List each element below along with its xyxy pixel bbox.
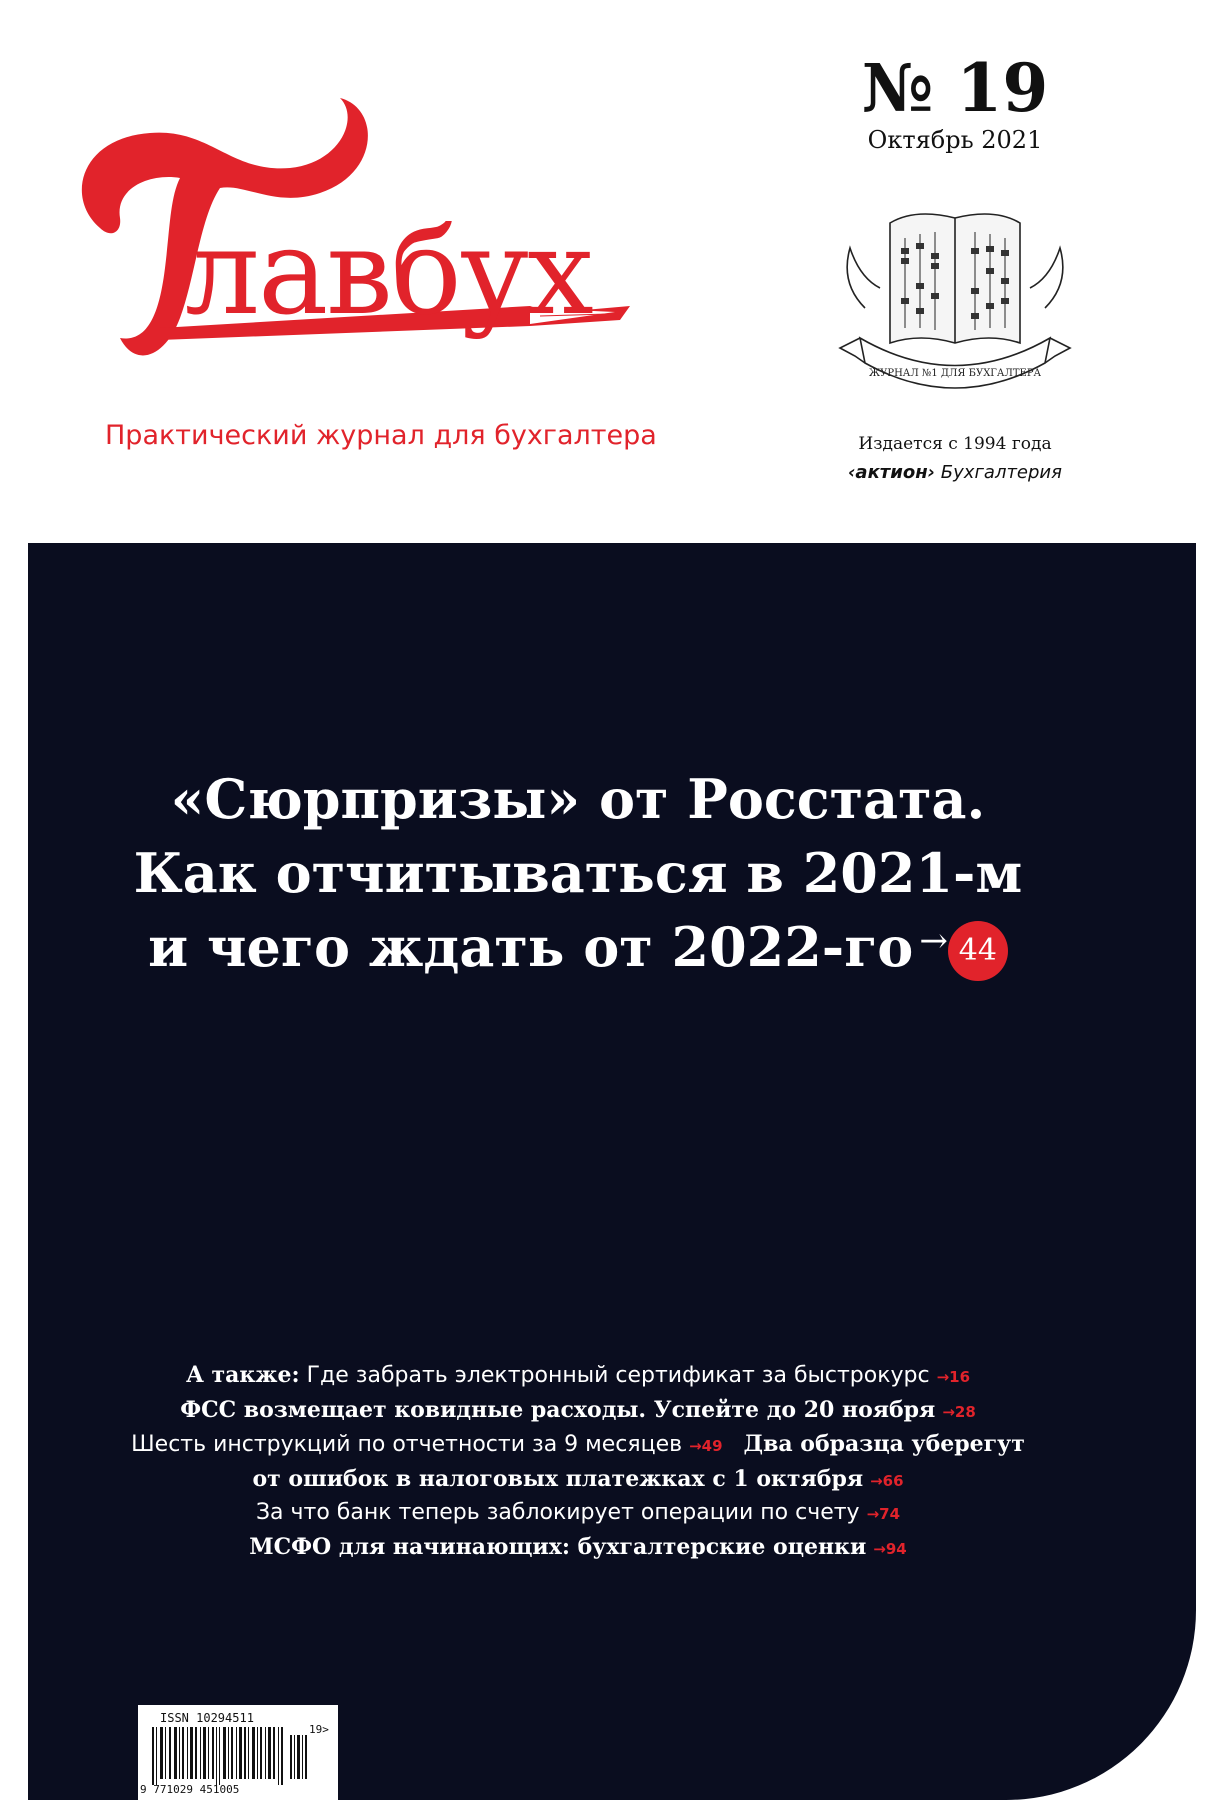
also-item-text: Шесть инструкций по отчетности за 9 месяцев <box>131 1432 683 1457</box>
also-item-page: →16 <box>936 1368 971 1386</box>
also-item-text: ФСС возмещает ковидные расходы. Успейте до 20 ноября <box>180 1396 936 1423</box>
barcode-suffix: 19> <box>309 1723 329 1736</box>
headline-arrow: → <box>919 920 948 961</box>
cover-headline <box>28 763 1128 985</box>
headline-line-1: «Сюрпризы» от Росстата. <box>170 767 986 831</box>
issn-text: ISSN 10294511 <box>160 1711 254 1725</box>
abacus-emblem-icon <box>820 188 1090 418</box>
issue-date: Октябрь 2021 <box>867 126 1043 154</box>
issue-number: № 19 <box>861 49 1049 127</box>
also-row-3 <box>28 1428 1128 1463</box>
also-item-text: МСФО для начинающих: бухгалтерские оценки <box>249 1533 867 1560</box>
headline-page-badge: 44 <box>948 921 1008 981</box>
emblem-ribbon-text: ЖУРНАЛ №1 ДЛЯ БУХГАЛТЕРА <box>868 368 1042 379</box>
also-item-text: от ошибок в налоговых платежках с 1 октября <box>252 1465 864 1492</box>
also-row-1 <box>28 1359 1128 1394</box>
logo-wordmark: лавбух <box>185 203 592 341</box>
barcode <box>138 1705 338 1800</box>
also-row-5 <box>28 1497 1128 1531</box>
headline-line-3: и чего ждать от 2022-го <box>148 914 914 979</box>
also-row-6 <box>28 1531 1128 1566</box>
cover-panel <box>28 543 1196 1800</box>
also-item-page: →94 <box>873 1539 907 1558</box>
also-item-text: За что банк теперь заблокирует операции по счету <box>255 1500 860 1525</box>
also-row-4 <box>28 1463 1128 1498</box>
since-text: Издается с 1994 года <box>858 434 1052 454</box>
also-row-2 <box>28 1394 1128 1429</box>
also-list <box>28 1359 1128 1565</box>
also-item-page: →28 <box>942 1402 976 1421</box>
also-lead: А также: <box>185 1362 300 1388</box>
also-item-page: →66 <box>870 1471 904 1490</box>
also-item-page: →74 <box>866 1505 901 1523</box>
publisher-brand: ‹актион› <box>848 462 936 483</box>
headline-line-2: Как отчитываться в 2021-м <box>133 840 1023 905</box>
also-item-text: Где забрать электронный сертификат за быстрокурс <box>306 1363 930 1388</box>
also-item-text: Два образца уберегут <box>743 1431 1025 1457</box>
publisher-logo <box>820 462 1090 483</box>
publisher-dept: Бухгалтерия <box>940 462 1062 483</box>
also-item-page: →49 <box>689 1437 723 1455</box>
tagline: Практический журнал для бухгалтера <box>105 420 657 451</box>
barcode-digits: 9 771029 451005 <box>140 1783 240 1796</box>
headline-line-3-wrap <box>28 911 1128 985</box>
